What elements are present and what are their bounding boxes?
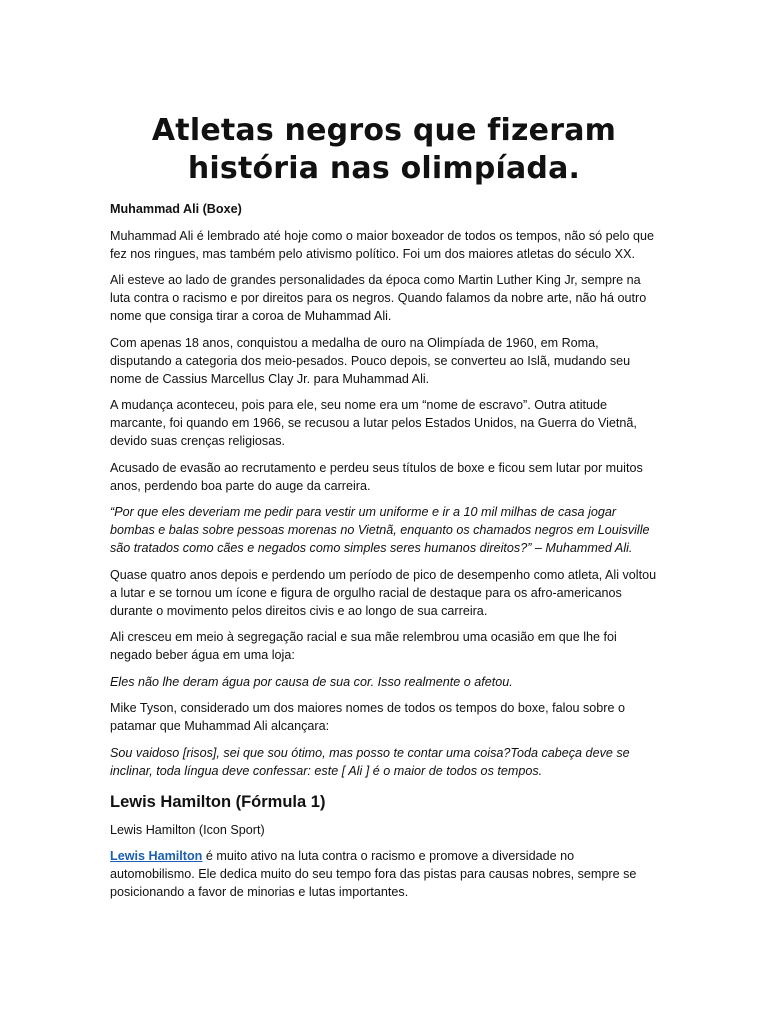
lewis-hamilton-link[interactable]: Lewis Hamilton: [110, 849, 203, 863]
quote-mother: Eles não lhe deram água por causa de sua cor. Isso realmente o afetou.: [110, 674, 513, 689]
paragraph: Acusado de evasão ao recrutamento e perdeu seus títulos de boxe e ficou sem lutar por muitos anos, perdendo boa parte do auge da carreira.: [110, 460, 643, 493]
paragraph: A mudança aconteceu, pois para ele, seu nome era um “nome de escravo”. Outra atitude marcante, foi quando em 1966, se recusou a lutar pelos Estados Unidos, na Guerra do Vietnã, devido suas crenças religiosas.: [110, 398, 637, 448]
paragraph: Quase quatro anos depois e perdendo um período de pico de desempenho como atleta, Ali voltou a lutar e se tornou um ícone e figura de orgulho racial de destaque para os afro-americanos durante o movimento pelos direitos civis e ao longo de sua carreira.: [110, 567, 657, 618]
paragraph-text: é muito ativo na luta contra o racismo e promove a diversidade no automobilismo. Ele dedica muito do seu tempo fora das pistas para causas nobres, sempre se posicionando a favor de minorias e lutas importantes.: [110, 849, 637, 899]
paragraph: Ali cresceu em meio à segregação racial e sua mãe relembrou uma ocasião em que lhe foi negado beber água em uma loja:: [110, 630, 617, 662]
document-title: Atletas negros que fizeram história nas olimpíada.: [151, 113, 617, 186]
paragraph: Com apenas 18 anos, conquistou a medalha de ouro na Olimpíada de 1960, em Roma, disputando a categoria dos meio-pesados. Pouco depois, se converteu ao Islã, mudando seu nome de Cassius Marcellus Clay Jr. para Muhammad Ali.: [110, 335, 631, 386]
paragraph: Mike Tyson, considerado um dos maiores nomes de todos os tempos do boxe, falou sobre o patamar que Muhammad Ali alcançara:: [110, 701, 625, 733]
paragraph-hamilton: [110, 847, 658, 901]
section-heading-lewis-hamilton: Lewis Hamilton (Fórmula 1): [110, 792, 326, 811]
document-page: [110, 112, 658, 910]
section-heading-muhammad-ali: Muhammad Ali (Boxe): [110, 202, 242, 216]
quote-tyson: Sou vaidoso [risos], sei que sou ótimo, mas posso te contar uma coisa?Toda cabeça deve se inclinar, toda língua deve confessar: este [ Ali ] é o maior de todos os tempos.: [110, 745, 630, 778]
paragraph: Muhammad Ali é lembrado até hoje como o maior boxeador de todos os tempos, não só pelo que fez nos ringues, mas também pelo ativismo político. Foi um dos maiores atletas do século XX.: [110, 228, 654, 261]
paragraph: Ali esteve ao lado de grandes personalidades da época como Martin Luther King Jr, sempre na luta contra o racismo e por direitos para os negros. Quando falamos da nobre arte, não há outro nome que consiga tirar a coroa de Muhammad Ali.: [110, 273, 647, 323]
image-caption: Lewis Hamilton (Icon Sport): [110, 822, 265, 837]
quote-ali: “Por que eles deveriam me pedir para vestir um uniforme e ir a 10 mil milhas de casa jogar bombas e balas sobre pessoas morenas no Vietnã, enquanto os chamados negros em Louisville são tratados como cães e negados como simples seres humanos direitos?” – Muhammed Ali.: [110, 505, 650, 555]
